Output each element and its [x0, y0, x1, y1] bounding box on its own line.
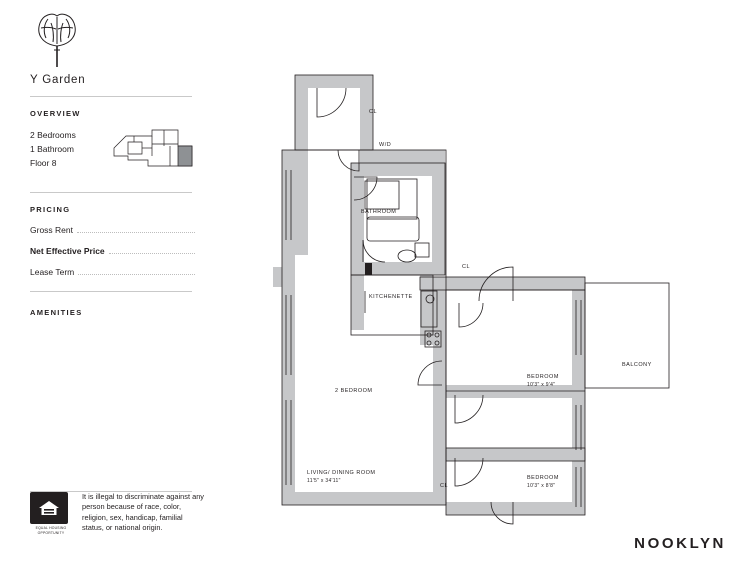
room-label: KITCHENETTE — [369, 294, 413, 300]
room-dims: 10'3" x 8'8" — [527, 483, 556, 489]
toilet-fixture — [398, 250, 416, 262]
room-label: CL — [462, 264, 471, 270]
eho-caption-line-1: EQUAL HOUSING — [35, 526, 67, 530]
price-label: Net Effective Price — [30, 246, 105, 256]
list-item: 1 Bathroom — [30, 144, 74, 154]
floorplan-diagram — [255, 55, 725, 525]
price-row-net-effective — [30, 246, 195, 256]
pricing-block — [30, 205, 195, 277]
price-row-gross-rent — [30, 225, 195, 235]
room-label: BATHROOM — [361, 209, 397, 215]
bathtub-fixture — [367, 217, 419, 241]
brand-name: Y Garden — [30, 74, 86, 86]
overview-block — [30, 128, 195, 182]
tree-logo-icon — [30, 10, 84, 68]
room-label: 2 BEDROOM — [335, 388, 373, 394]
leader-dots — [78, 273, 195, 275]
room-label: BEDROOM — [527, 374, 559, 380]
nooklyn-wordmark: NOOKLYN — [634, 535, 726, 552]
list-item: Floor 8 — [30, 158, 57, 168]
list-item: 2 Bedrooms — [30, 130, 76, 140]
equal-housing-footer — [30, 492, 205, 535]
leader-dots — [77, 231, 195, 233]
price-label: Lease Term — [30, 267, 75, 277]
listing-sidebar — [30, 10, 195, 317]
price-row-lease-term — [30, 267, 195, 277]
room-label: BALCONY — [622, 362, 652, 368]
room-label: CL — [369, 109, 378, 115]
room-label: BEDROOM — [527, 475, 559, 481]
room-label: W/D — [379, 142, 392, 148]
washer-dryer-fixture — [365, 181, 399, 209]
room-dims: 11'5" x 34'11" — [307, 478, 341, 484]
leader-dots — [109, 252, 195, 254]
pricing-title: PRICING — [30, 205, 71, 214]
equal-housing-opportunity-icon — [30, 492, 72, 535]
divider — [30, 291, 192, 292]
room-label: CL — [440, 483, 449, 489]
divider — [30, 96, 192, 97]
room-dims: 10'3" x 9'4" — [527, 382, 556, 388]
floor-key-plan-icon — [108, 126, 198, 174]
eho-caption — [30, 526, 72, 535]
divider — [30, 192, 192, 193]
amenities-title: AMENITIES — [30, 308, 83, 317]
overview-title: OVERVIEW — [30, 109, 81, 118]
price-label: Gross Rent — [30, 225, 73, 235]
eho-caption-line-2: OPPORTUNITY — [37, 530, 65, 535]
eho-badge — [30, 492, 68, 524]
room-label: LIVING/ DINING ROOM — [307, 470, 376, 476]
eho-disclaimer: It is illegal to discriminate against any person because of race, color, religion, sex, handicap, familial status, or national origin. — [82, 492, 205, 533]
vanity-fixture — [415, 243, 429, 257]
